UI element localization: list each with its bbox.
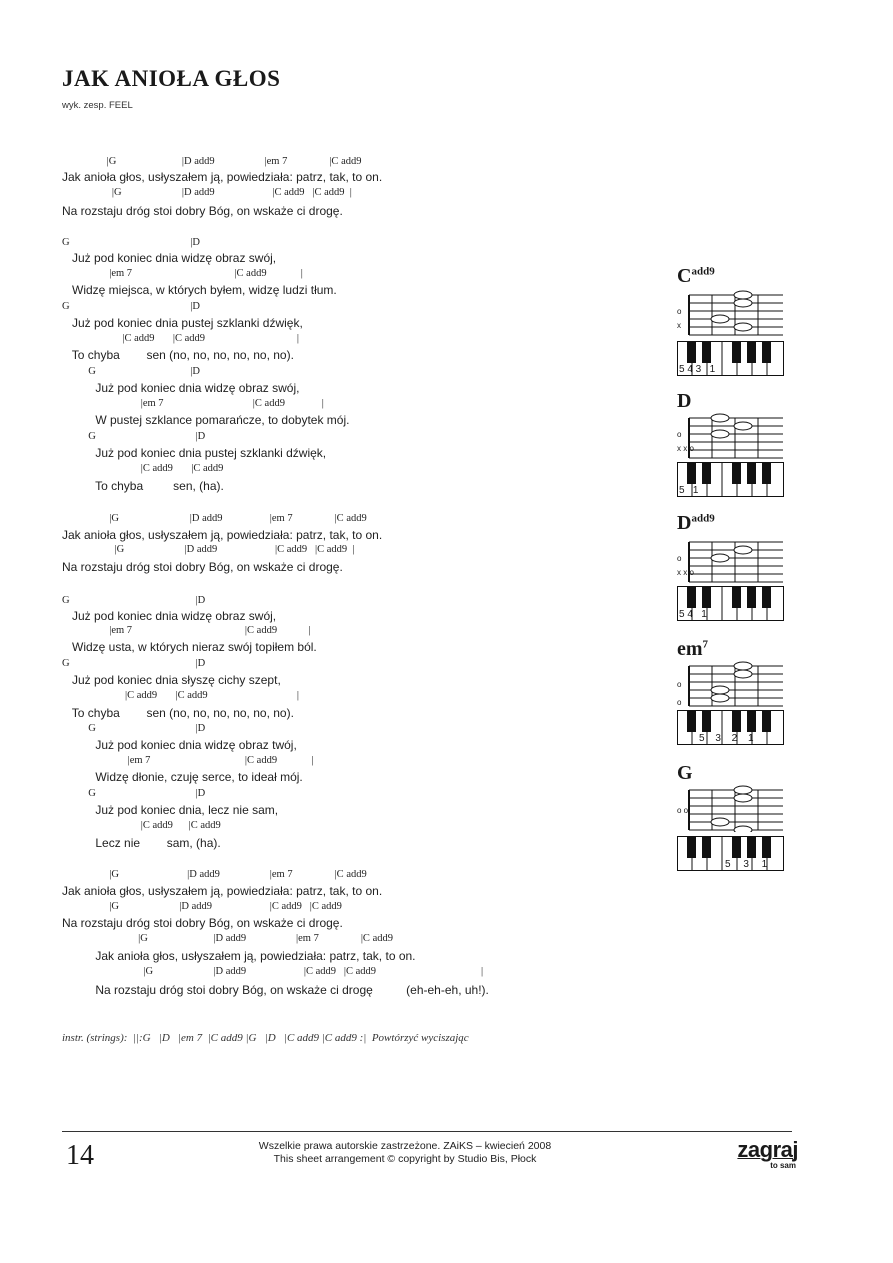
lyric-line: Na rozstaju dróg stoi dobry Bóg, on wskaże ci drogę. bbox=[62, 916, 343, 930]
guitar-fretboard-icon bbox=[677, 782, 787, 832]
lyric-line: Na rozstaju dróg stoi dobry Bóg, on wskaże ci drogę. bbox=[62, 560, 343, 574]
lyric-line: To chyba sen (no, no, no, no, no, no). bbox=[62, 348, 294, 362]
lyric-line: Widzę miejsca, w których byłem, widzę ludzi tłum. bbox=[62, 283, 337, 297]
string-markers: o x bbox=[677, 307, 682, 330]
chord-line: |C add9 |C add9 bbox=[62, 820, 221, 831]
chord-line: G |D bbox=[62, 788, 206, 799]
string-markers: o o bbox=[677, 680, 682, 707]
chord-line: |G |D add9 |em 7 |C add9 bbox=[62, 156, 362, 167]
song-title: JAK ANIOŁA GŁOS bbox=[62, 66, 281, 91]
chord-line: G |D bbox=[62, 366, 201, 377]
lyric-line: To chyba sen, (ha). bbox=[62, 479, 224, 493]
lyric-line: Już pod koniec dnia widzę obraz swój, bbox=[62, 251, 277, 265]
finger-numbers: 5 4 1 bbox=[679, 609, 707, 620]
chord-line: |G |D add9 |C add9 |C add9 bbox=[62, 901, 342, 912]
guitar-fretboard-icon bbox=[677, 658, 787, 708]
lyric-line: Już pod koniec dnia słyszę cichy szept, bbox=[62, 673, 281, 687]
chord-line: |G |D add9 |em 7 |C add9 bbox=[62, 869, 367, 880]
lyric-line: Na rozstaju dróg stoi dobry Bóg, on wskaże ci drogę (eh-eh-eh, uh!). bbox=[62, 983, 489, 997]
chord-line: |G |D add9 |em 7 |C add9 bbox=[62, 933, 393, 944]
chord-line: G |D bbox=[62, 301, 201, 312]
logo-tagline: to sam bbox=[770, 1161, 796, 1170]
chord-line: |em 7 |C add9 | bbox=[62, 268, 303, 279]
page-number: 14 bbox=[66, 1140, 94, 1171]
lyric-line: Jak anioła głos, usłyszałem ją, powiedziała: patrz, tak, to on. bbox=[62, 170, 383, 184]
lyric-line: Już pod koniec dnia widzę obraz swój, bbox=[62, 381, 300, 395]
guitar-fretboard-icon bbox=[677, 287, 787, 337]
chord-name: D bbox=[677, 390, 692, 412]
lyric-line: Już pod koniec dnia pustej szklanki dźwięk, bbox=[62, 316, 303, 330]
lyric-line: W pustej szklance pomarańcze, to dobytek mój. bbox=[62, 413, 350, 427]
chord-name: $em^7$ bbox=[677, 638, 709, 660]
string-markers: o x x o bbox=[677, 554, 694, 577]
lyric-line: Już pod koniec dnia, lecz nie sam, bbox=[62, 803, 279, 817]
finger-numbers: 5 3 2 1 bbox=[699, 733, 754, 744]
lyric-line: Już pod koniec dnia widzę obraz twój, bbox=[62, 738, 297, 752]
chord-line: G |D bbox=[62, 237, 201, 248]
chord-line: |em 7 |C add9 | bbox=[62, 755, 314, 766]
lyric-line: Jak anioła głos, usłyszałem ją, powiedziała: patrz, tak, to on. bbox=[62, 949, 416, 963]
instrumental-line: instr. (strings): ||:G |D |em 7 |C add9 |G |D |C add9 |C add9 :| Powtórzyć wyciszając bbox=[62, 1032, 469, 1044]
chord-line: |C add9 |C add9 bbox=[62, 463, 224, 474]
lyric-line: Widzę usta, w których nieraz swój topiłem ból. bbox=[62, 640, 317, 654]
string-markers: o o bbox=[677, 806, 689, 815]
artist-credit: wyk. zesp. FEEL bbox=[62, 100, 133, 111]
finger-numbers: 5 4 3 1 bbox=[679, 364, 716, 375]
lyric-line: Widzę dłonie, czuję serce, to ideał mój. bbox=[62, 770, 303, 784]
lyric-line: Już pod koniec dnia pustej szklanki dźwięk, bbox=[62, 446, 327, 460]
lyric-line: To chyba sen (no, no, no, no, no, no). bbox=[62, 706, 294, 720]
chord-line: |em 7 |C add9 | bbox=[62, 398, 324, 409]
publisher-logo bbox=[718, 1137, 798, 1177]
chord-line: |G |D add9 |C add9 |C add9 | bbox=[62, 966, 484, 977]
chord-name: $D^{add9}$ bbox=[677, 512, 715, 534]
chord-line: |G |D add9 |C add9 |C add9 | bbox=[62, 187, 352, 198]
string-markers: o x x o bbox=[677, 430, 694, 453]
chord-name: $C^{add9}$ bbox=[677, 265, 715, 287]
finger-numbers: 5 3 1 bbox=[725, 859, 768, 870]
lyric-line: Lecz nie sam, (ha). bbox=[62, 836, 221, 850]
lyric-line: Już pod koniec dnia widzę obraz swój, bbox=[62, 609, 277, 623]
finger-numbers: 5 1 bbox=[679, 485, 699, 496]
footer-divider bbox=[62, 1131, 792, 1132]
logo-wordmark: zagraj bbox=[737, 1137, 798, 1162]
lyric-line: Jak anioła głos, usłyszałem ją, powiedziała: patrz, tak, to on. bbox=[62, 884, 383, 898]
chord-line: |G |D add9 |em 7 |C add9 bbox=[62, 513, 367, 524]
chord-line: |em 7 |C add9 | bbox=[62, 625, 311, 636]
lyric-line: Na rozstaju dróg stoi dobry Bóg, on wskaże ci drogę. bbox=[62, 204, 343, 218]
chord-line: G |D bbox=[62, 658, 206, 669]
lyric-line: Jak anioła głos, usłyszałem ją, powiedziała: patrz, tak, to on. bbox=[62, 528, 383, 542]
chord-name: G bbox=[677, 762, 693, 784]
chord-line: G |D bbox=[62, 431, 206, 442]
chord-line: G |D bbox=[62, 595, 206, 606]
copyright-line: This sheet arrangement © copyright by Studio Bis, Płock bbox=[273, 1153, 537, 1165]
copyright-line: Wszelkie prawa autorskie zastrzeżone. ZAiKS – kwiecień 2008 bbox=[258, 1140, 552, 1152]
chord-line: |C add9 |C add9 | bbox=[62, 690, 300, 701]
chord-line: G |D bbox=[62, 723, 206, 734]
chord-line: |C add9 |C add9 | bbox=[62, 333, 300, 344]
chord-line: |G |D add9 |C add9 |C add9 | bbox=[62, 544, 355, 555]
